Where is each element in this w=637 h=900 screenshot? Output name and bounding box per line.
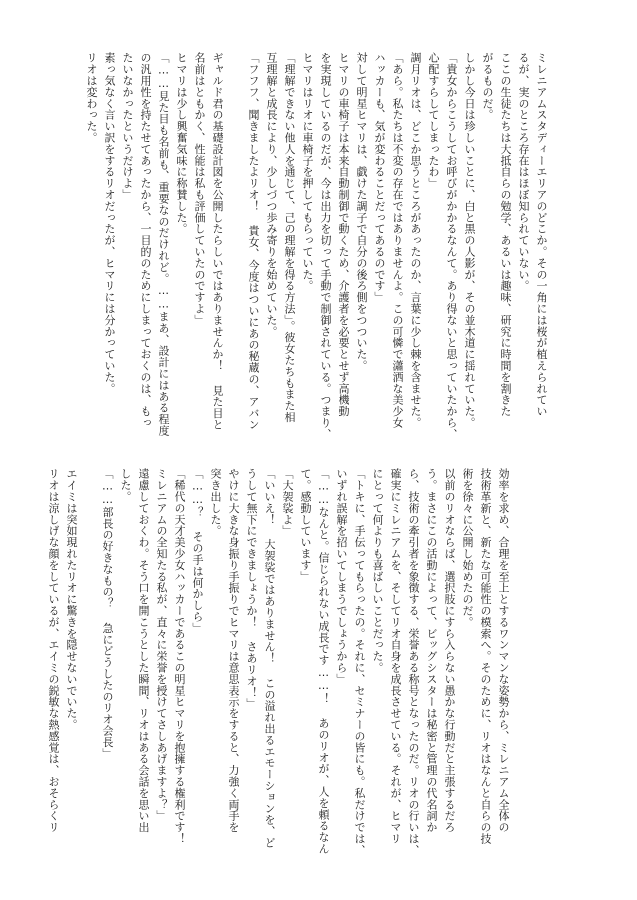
top-text-line: 名前はともかく、性能は私も評価していたのですよ」 bbox=[193, 52, 206, 326]
top-text-line: を実現しているのだが、今は出力を切って手動で制御されている。つまり、 bbox=[319, 52, 332, 440]
bottom-text-line: 「大袈裟よ」 bbox=[281, 468, 294, 537]
top-text-line: 互理解と成長により、少しづつ歩み寄りを始めていた。 bbox=[265, 52, 278, 337]
top-text-line: 「あら。私たちは不変の存在ではありませんよ。この可憐で瀟洒な美少女 bbox=[391, 52, 404, 429]
top-text-line: ヒマリはリオに車椅子を押してもらっていた。 bbox=[301, 52, 314, 292]
bottom-text-line: にとって何よりも喜ばしいことだった。 bbox=[371, 468, 384, 674]
bottom-text-line: ら、技術の牽引者を象徴する、栄誉ある称号となったのだ。リオの行いは、 bbox=[407, 468, 420, 856]
bottom-text-line: 「稀代の天才美少女ハッカーであるこの明星ヒマリを抱擁する権利です！ bbox=[173, 468, 186, 845]
top-text-line: ここの生徒たちは大抵自らの勉学、あるいは趣味、研究に時間を割きた bbox=[499, 52, 512, 417]
top-text-line: しかし今日は珍しいことに、白と黒の人影が、その並木道に揺れていた。 bbox=[463, 52, 476, 429]
bottom-text-line: 突き出した。 bbox=[209, 468, 222, 537]
bottom-text-line: 確実にミレニアムを、そしてリオ自身を成長させている。それが、ヒマリ bbox=[389, 468, 402, 845]
top-text-line: ヒマリの車椅子は本来自動制御で動くため、介護者を必要とせず高機動 bbox=[337, 52, 350, 417]
top-text-line: リオは変わった。 bbox=[85, 52, 98, 144]
top-text-line: がるものだ。 bbox=[481, 52, 494, 121]
bottom-text-line: 術を徐々に公開し始めたのだ。 bbox=[461, 468, 474, 628]
top-text-block bbox=[82, 52, 550, 440]
bottom-text-line: した。 bbox=[119, 468, 132, 503]
bottom-text-line: ミレニアムの全知たる私が、直々に栄誉を授けてさしあげますよ？」 bbox=[155, 468, 168, 822]
top-text-line: ハッカーも、気が変わることだってあるのです」 bbox=[373, 52, 386, 303]
bottom-text-line: リオは涼しげな顔をしているが、エイミの鋭敏な熱感覚は、おそらくリ bbox=[47, 468, 60, 833]
top-text-line: たいなかったというだけよ」 bbox=[121, 52, 134, 201]
bottom-text-line: いずれ誤解を招いてしまうでしょうから」 bbox=[335, 468, 348, 685]
top-text-line: 心配すらしてしまったわ」 bbox=[427, 52, 440, 189]
top-text-line: るが、実のところ存在はほぼ知られていない。 bbox=[517, 52, 530, 292]
top-text-line: 「……見た目も名前も、重要なのだけれど。……まあ、設計にはある程度 bbox=[157, 52, 170, 437]
top-text-line: 「貴女からこうしてお呼びがかかるなんて。あり得ないと思っていたから、 bbox=[445, 52, 458, 440]
bottom-text-line: 以前のリオならば、選択肢にすら入らない愚かな行動だと主張するだろ bbox=[443, 468, 456, 833]
top-text-line: ヒマリは少し興奮気味に称賛した。 bbox=[175, 52, 188, 235]
top-text-line: の汎用性を持たせてあったから、一目的のためにしまっておくのは、もっ bbox=[139, 52, 152, 429]
bottom-text-line: て。感動しています」 bbox=[299, 468, 312, 582]
bottom-text-line: う。まさにこの活動によって、ビッグシスターは秘密と管理の代名詞か bbox=[425, 468, 438, 833]
bottom-text-line: 技術革新と、新たな可能性の模索へ。そのために、リオはなんと自らの技 bbox=[479, 468, 492, 845]
bottom-text-line: 「……なんと。信じられない成長です……！ あのリオが、人を頼るなん bbox=[317, 468, 330, 855]
top-text-line: ミレニアムスタディーエリアのどこか。その一角には桜が植えられてい bbox=[535, 52, 548, 417]
bottom-text-line: 「……部長の好きなもの？ 急にどうしたのリオ会長」 bbox=[101, 468, 114, 759]
bottom-text-line: 「トキに、手伝ってもらったの。それに、セミナーの皆にも。私だけでは、 bbox=[353, 468, 366, 856]
bottom-text-line: 「……？ その手は何かしら」 bbox=[191, 468, 204, 634]
bottom-text-block bbox=[47, 468, 512, 856]
bottom-text-line: 効率を求め、合理を至上とするワンマンな姿勢から、ミレニアム全体の bbox=[497, 468, 510, 833]
top-text-line: 対して明星ヒマリは、戯けた調子で自分の後ろ側をつついた。 bbox=[355, 52, 368, 372]
top-text-line: ギャルド君の基礎設計図を公開したらしいではありませんか！ 見た目と bbox=[211, 52, 224, 431]
bottom-text-line: エイミは突如現れたリオに驚きを隠せないでいた。 bbox=[65, 468, 78, 731]
bottom-text-line: うして無下にできましょうか！ さあリオ！」 bbox=[245, 468, 258, 710]
top-text-line: 「理解できない他人を通じて、己の理解を得る方法」。彼女たちもまた相 bbox=[283, 52, 296, 423]
bottom-text-line: 「いいえ！ 大袈裟ではありません！ この溢れ出るエモーションを、ど bbox=[263, 468, 276, 849]
top-text-line: 素っ気なく言い訳をするリオだったが、ヒマリには分かっていた。 bbox=[103, 52, 116, 394]
bottom-text-line: 遠慮しておくわ。そう口を開こうとした瞬間、リオはある会話を思い出 bbox=[137, 468, 150, 833]
top-text-line: 「フフフ、聞きましたよリオ！ 貴女、今度はついにあの秘蔵の、アバン bbox=[247, 52, 260, 431]
bottom-text-line: やけに大きな身振り手振りでヒマリは意思表示をすると、力強く両手を bbox=[227, 468, 240, 833]
top-text-line: 調月リオは、どこか思うところがあったのか、言葉に少し棘を含ませた。 bbox=[409, 52, 422, 429]
